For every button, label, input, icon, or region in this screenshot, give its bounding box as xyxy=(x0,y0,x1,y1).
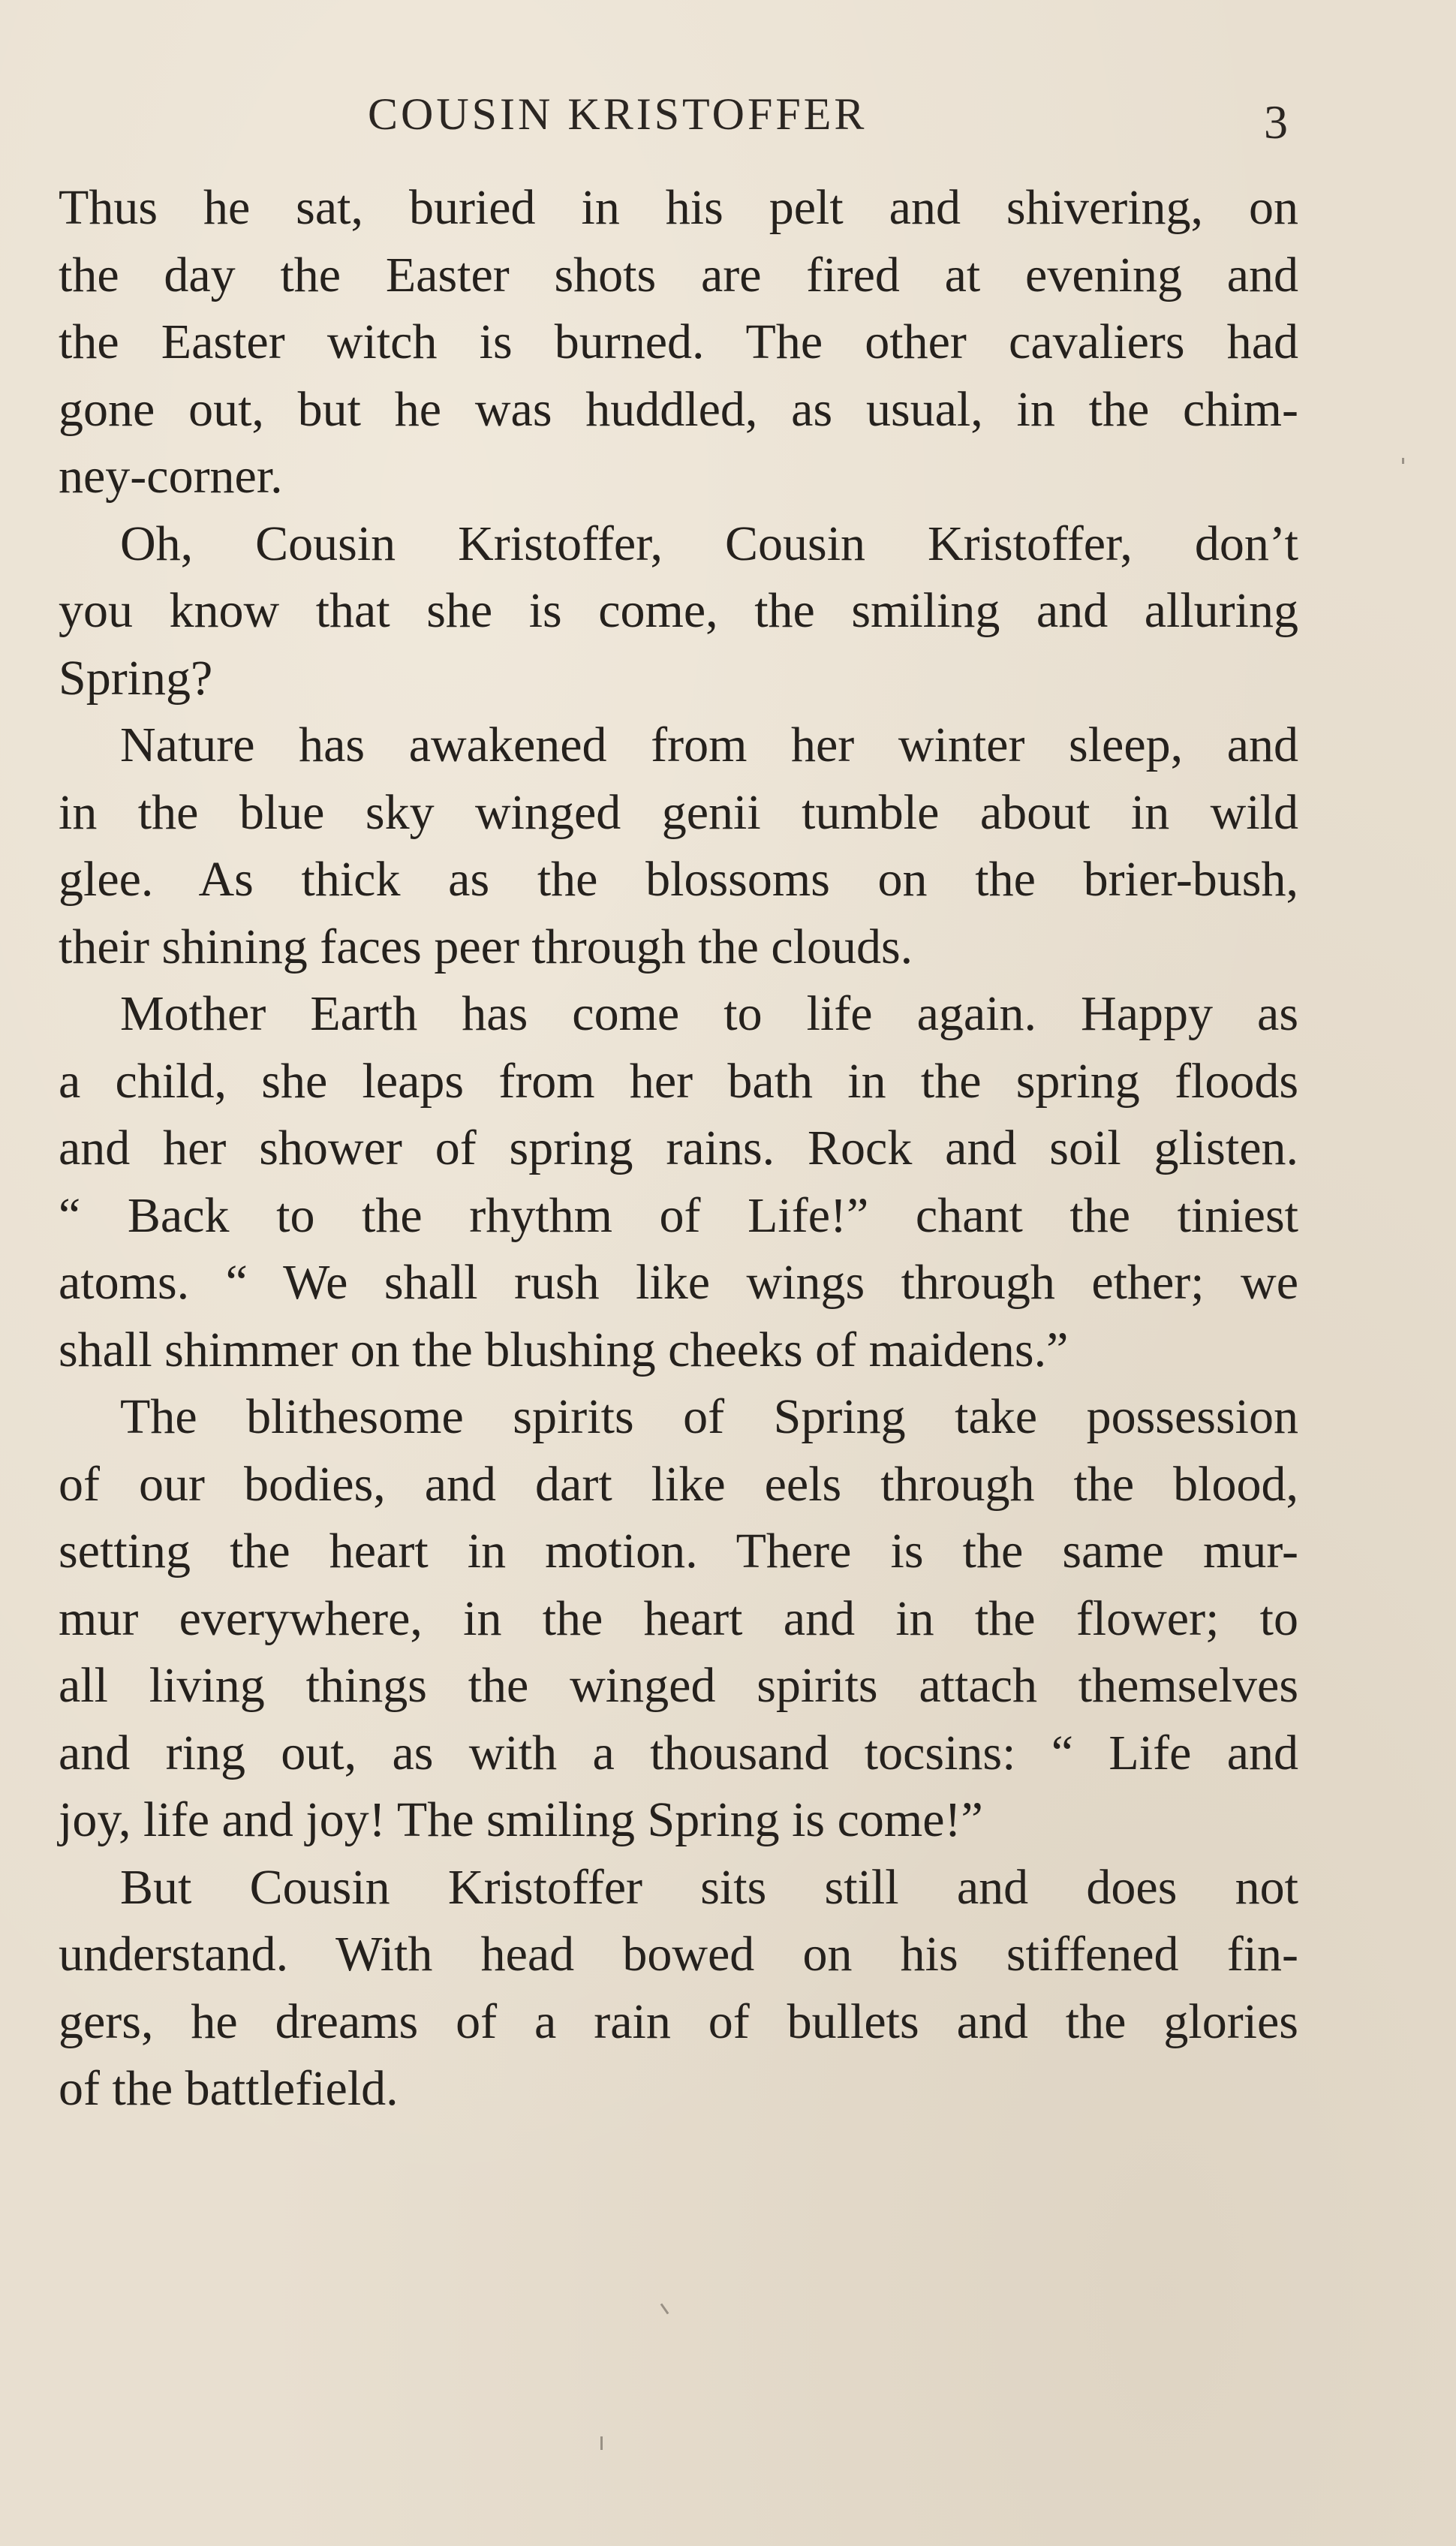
text-line: glee. As thick as the blossoms on the brier-bush, xyxy=(59,852,1298,907)
paragraph-3 xyxy=(59,712,1298,980)
text-line: of our bodies, and dart like eels through the blood, xyxy=(59,1456,1298,1512)
page-number: 3 xyxy=(1264,95,1288,149)
text-line: gone out, but he was huddled, as usual, in the chim- xyxy=(59,381,1298,437)
paragraph-4 xyxy=(59,980,1298,1383)
text-line: “ Back to the rhythm of Life!” chant the tiniest xyxy=(59,1187,1298,1243)
text-line: Thus he sat, buried in his pelt and shivering, on xyxy=(59,180,1298,235)
paragraph-2 xyxy=(59,510,1298,712)
text-line: of the battlefield. xyxy=(59,2061,399,2116)
text-line: setting the heart in motion. There is the same mur- xyxy=(59,1524,1298,1578)
text-line: atoms. “ We shall rush like wings through ether; we xyxy=(59,1255,1298,1310)
body-text xyxy=(59,174,1298,2123)
text-line: their shining faces peer through the clouds. xyxy=(59,919,913,974)
text-line: in the blue sky winged genii tumble about in wild xyxy=(59,784,1298,840)
text-line: ney-corner. xyxy=(59,449,283,504)
text-line: Spring? xyxy=(59,650,213,706)
text-line: shall shimmer on the blushing cheeks of maidens.” xyxy=(59,1322,1069,1377)
text-line: you know that she is come, the smiling and alluring xyxy=(59,583,1298,638)
paper-speck xyxy=(600,2436,603,2450)
text-line: the Easter witch is burned. The other cavaliers had xyxy=(59,314,1298,369)
paragraph-1 xyxy=(59,174,1298,510)
paper-speck xyxy=(660,2304,669,2315)
text-line: understand. With head bowed on his stiffened fin- xyxy=(59,1927,1298,1982)
text-line: Mother Earth has come to life again. Happy as xyxy=(120,986,1298,1041)
text-line: Nature has awakened from her winter sleep, and xyxy=(120,718,1298,772)
text-line: the day the Easter shots are fired at evening and xyxy=(59,247,1298,302)
text-line: all living things the winged spirits attach themselves xyxy=(59,1658,1298,1713)
text-line: a child, she leaps from her bath in the spring floods xyxy=(59,1053,1298,1109)
text-line: joy, life and joy! The smiling Spring is come!” xyxy=(59,1792,983,1847)
text-line: and her shower of spring rains. Rock and soil glisten. xyxy=(59,1121,1298,1175)
paper-speck xyxy=(1402,458,1404,464)
text-line: Oh, Cousin Kristoffer, Cousin Kristoffer, don’t xyxy=(120,516,1298,571)
text-line: mur everywhere, in the heart and in the flower; to xyxy=(59,1590,1298,1646)
text-line: The blithesome spirits of Spring take possession xyxy=(120,1389,1298,1444)
running-title: COUSIN KRISTOFFER xyxy=(368,89,868,139)
text-line: gers, he dreams of a rain of bullets and the glories xyxy=(59,1994,1298,2049)
text-line: and ring out, as with a thousand tocsins: “ Life and xyxy=(59,1725,1298,1780)
text-line: But Cousin Kristoffer sits still and does not xyxy=(120,1859,1298,1915)
paragraph-6 xyxy=(59,1854,1298,2123)
paragraph-5 xyxy=(59,1383,1298,1854)
